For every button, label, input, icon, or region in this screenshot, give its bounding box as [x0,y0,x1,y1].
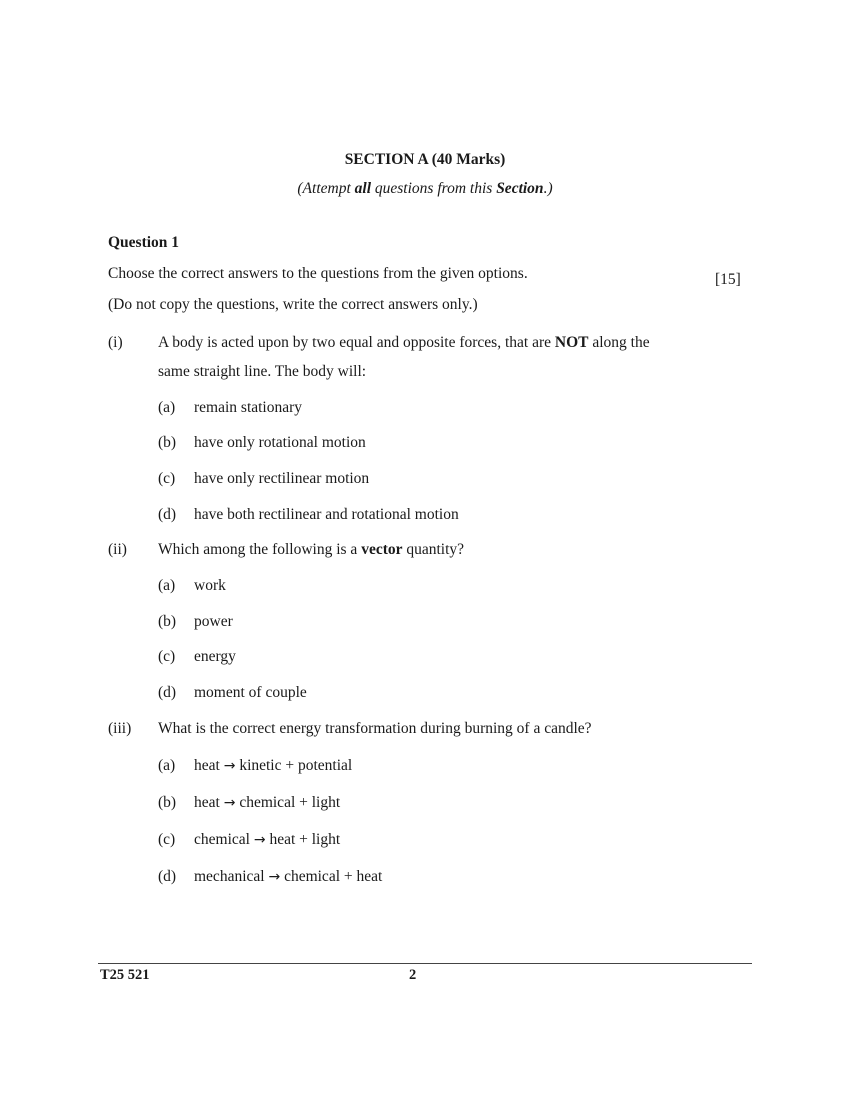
item-number: (ii) [108,541,127,558]
question-text: quantity? [402,541,465,558]
footer-divider [98,963,752,964]
option-letter: (c) [158,470,176,487]
item-question-line: same straight line. The body will: [158,363,367,380]
question-emphasis: vector [361,541,403,558]
section-title: SECTION A (40 Marks) [344,151,506,168]
option-letter: (b) [158,434,177,451]
arrow-icon: → [223,758,236,774]
option-letter: (c) [158,648,176,665]
option-letter: (a) [158,757,176,774]
energy-from: chemical [194,831,250,848]
option-letter: (c) [158,831,176,848]
instruction-text: .) [543,180,553,197]
option-letter: (a) [158,399,176,416]
option-text: energy [194,648,236,665]
item-number: (i) [108,334,123,351]
question-intro: Choose the correct answers to the questions from the given options. [108,265,528,282]
item-question-line: What is the correct energy transformation during burning of a candle? [158,720,592,737]
question-text: Which among the following is a [158,541,362,558]
option-letter: (d) [158,684,177,701]
option-text: have only rectilinear motion [194,470,370,487]
option-text: power [194,613,233,630]
instruction-emphasis-all: all [354,180,372,197]
question-emphasis: NOT [554,334,589,351]
option-text [194,831,340,849]
question-text: along the [588,334,650,351]
energy-from: heat [194,794,220,811]
option-letter: (d) [158,506,177,523]
option-text: work [194,577,226,594]
option-text [194,868,382,886]
question-marks: [15] [715,271,741,288]
option-letter: (d) [158,868,177,885]
option-text: have both rectilinear and rotational motion [194,506,459,523]
option-letter: (b) [158,794,177,811]
option-letter: (b) [158,613,177,630]
energy-to: chemical + light [239,794,341,811]
energy-to: kinetic + potential [239,757,353,774]
question-note: (Do not copy the questions, write the correct answers only.) [108,296,478,313]
option-text [194,794,340,812]
option-letter: (a) [158,577,176,594]
question-heading: Question 1 [108,234,180,251]
item-number: (iii) [108,720,132,737]
item-question-line [158,334,650,352]
energy-to: chemical + heat [284,868,383,885]
energy-from: heat [194,757,220,774]
option-text: moment of couple [194,684,307,701]
paper-code: T25 521 [100,967,150,983]
option-text: have only rotational motion [194,434,366,451]
arrow-icon: → [223,795,236,811]
instruction-emphasis-section: Section [496,180,544,197]
option-text: remain stationary [194,399,303,416]
arrow-icon: → [268,869,281,885]
arrow-icon: → [253,832,266,848]
energy-to: heat + light [269,831,341,848]
option-text [194,757,352,775]
question-text: A body is acted upon by two equal and opposite forces, that are [158,334,555,351]
energy-from: mechanical [194,868,265,885]
instruction-text: questions from this [371,180,497,197]
page-number: 2 [409,967,417,983]
section-instruction [0,180,850,198]
item-question-line [158,541,464,559]
instruction-text: (Attempt [297,180,355,197]
